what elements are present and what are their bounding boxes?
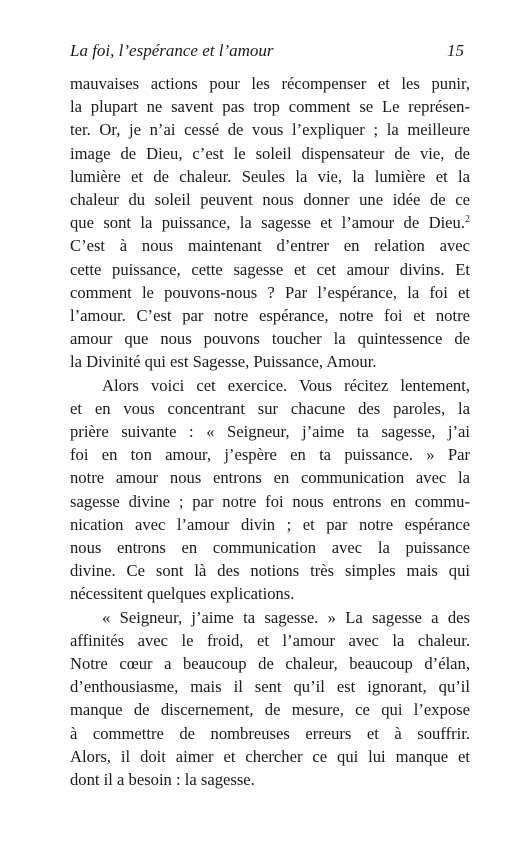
- line-text: et en vous concentrant sur chacune des paroles, la: [70, 398, 470, 418]
- text-line: [70, 490, 470, 513]
- text-line: [70, 466, 470, 489]
- line-text: affinités avec le froid, et l’amour avec la chaleur.: [70, 630, 470, 650]
- text-line: [70, 234, 470, 257]
- text-line: [70, 745, 470, 768]
- text-line: [70, 443, 470, 466]
- text-line: [70, 327, 470, 350]
- text-line: [70, 629, 470, 652]
- text-line: [70, 606, 470, 629]
- line-text: foi en ton amour, j’espère en ta puissance. » Par: [70, 445, 470, 465]
- line-text: mauvaises actions pour les récompenser et les punir,: [70, 74, 470, 93]
- line-text: comment le pouvons-nous ? Par l’espérance, la foi et: [70, 282, 470, 302]
- line-text: image de Dieu, c’est le soleil dispensateur de vie, de: [70, 143, 470, 163]
- text-line: [70, 118, 470, 141]
- line-text: la Divinité qui est Sagesse, Puissance, Amour.: [70, 352, 377, 372]
- text-line: [70, 304, 470, 327]
- text-line: [70, 374, 470, 397]
- text-line: [70, 397, 470, 420]
- text-line: [70, 142, 470, 165]
- line-text: cette puissance, cette sagesse et cet amour divins. Et: [70, 259, 470, 279]
- line-text: nication avec l’amour divin ; et par notre espérance: [70, 514, 470, 534]
- book-page: [70, 40, 470, 791]
- line-text: lumière et de chaleur. Seules la vie, la lumière et la: [70, 166, 470, 186]
- text-line: [70, 698, 470, 721]
- text-line: [70, 95, 470, 118]
- line-text: sagesse divine ; par notre foi nous entrons en commu-: [70, 491, 470, 511]
- line-text: Notre cœur a beaucoup de chaleur, beaucoup d’élan,: [70, 654, 470, 674]
- text-line: [70, 768, 470, 791]
- line-text: que sont la puissance, la sagesse et l’amour de Dieu.: [70, 213, 465, 233]
- text-line: [70, 258, 470, 281]
- text-line: [70, 420, 470, 443]
- text-line: [70, 350, 470, 373]
- text-line: [70, 536, 470, 559]
- line-text: « Seigneur, j’aime ta sagesse. » La sagesse a des: [102, 607, 470, 627]
- page-number: 15: [447, 41, 464, 60]
- line-text: Alors voici cet exercice. Vous récitez lentement,: [102, 375, 470, 395]
- body-text: [70, 72, 470, 791]
- footnote-reference[interactable]: 2: [465, 214, 470, 226]
- line-text: C’est à nous maintenant d’entrer en relation avec: [70, 236, 470, 256]
- text-line: [70, 72, 470, 95]
- text-line: [70, 652, 470, 675]
- line-text: nous entrons en communication avec la puissance: [70, 538, 470, 558]
- text-line: [70, 281, 470, 304]
- text-line: [70, 722, 470, 745]
- text-line: [70, 675, 470, 698]
- paragraph: [70, 72, 470, 374]
- line-text: d’enthousiasme, mais il sent qu’il est ignorant, qu’il: [70, 677, 470, 697]
- line-text: nécessitent quelques explications.: [70, 584, 295, 604]
- text-line: [70, 559, 470, 582]
- line-text: Alors, il doit aimer et chercher ce qui lui manque et: [70, 746, 470, 766]
- line-text: divine. Ce sont là des notions très simples mais qui: [70, 561, 470, 581]
- line-text: notre amour nous entrons en communication avec la: [70, 468, 470, 488]
- line-text: amour que nous pouvons toucher la quintessence de: [70, 329, 470, 349]
- running-head: [70, 40, 470, 62]
- line-text: manque de discernement, de mesure, ce qui l’expose: [70, 700, 470, 720]
- line-text: à commettre de nombreuses erreurs et à souffrir.: [70, 723, 470, 743]
- text-line: [70, 211, 470, 234]
- paragraph: [70, 606, 470, 792]
- line-text: dont il a besoin : la sagesse.: [70, 770, 255, 790]
- text-line: [70, 188, 470, 211]
- line-text: la plupart ne savent pas trop comment se Le représen-: [70, 97, 470, 117]
- text-line: [70, 582, 470, 605]
- running-title: La foi, l’espérance et l’amour: [70, 41, 274, 60]
- text-line: [70, 513, 470, 536]
- line-text: chaleur du soleil peuvent nous donner une idée de ce: [70, 190, 470, 210]
- line-text: prière suivante : « Seigneur, j’aime ta sagesse, j’ai: [70, 422, 470, 442]
- paragraph: [70, 374, 470, 606]
- text-line: [70, 165, 470, 188]
- line-text: l’amour. C’est par notre espérance, notre foi et notre: [70, 306, 470, 326]
- line-text: ter. Or, je n’ai cessé de vous l’expliquer ; la meilleure: [70, 120, 470, 140]
